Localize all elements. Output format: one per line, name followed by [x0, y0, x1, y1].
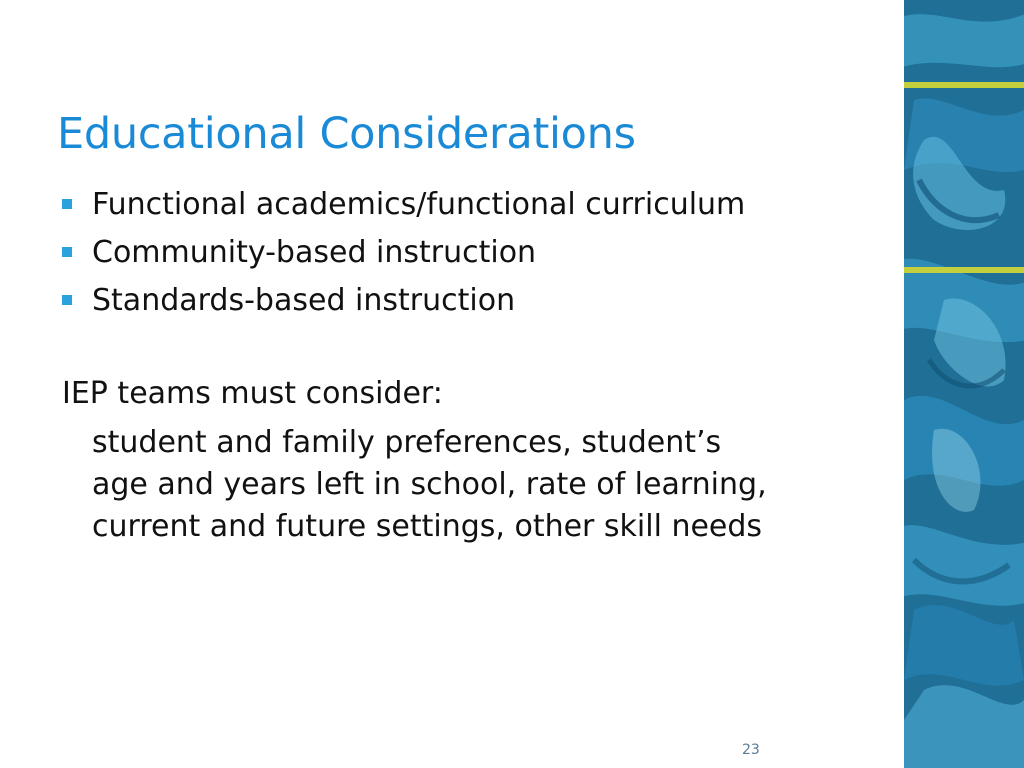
bullet-text: Standards-based instruction	[92, 283, 516, 318]
iep-line: current and future settings, other skill needs	[92, 509, 763, 544]
iep-considerations-text	[92, 422, 767, 548]
slide-title: Educational Considerations	[57, 109, 636, 159]
iep-line: age and years left in school, rate of learning,	[92, 467, 767, 502]
bullet-text: Community-based instruction	[92, 235, 537, 270]
square-bullet-icon	[62, 247, 72, 257]
decorative-painted-strip	[904, 0, 1024, 768]
slide-number: 23	[742, 742, 760, 758]
square-bullet-icon	[62, 199, 72, 209]
iep-line: student and family preferences, student’s	[92, 425, 722, 460]
iep-heading: IEP teams must consider:	[62, 376, 443, 411]
bullet-text: Functional academics/functional curriculum	[92, 187, 746, 222]
painted-texture-graphic	[904, 0, 1024, 768]
square-bullet-icon	[62, 295, 72, 305]
